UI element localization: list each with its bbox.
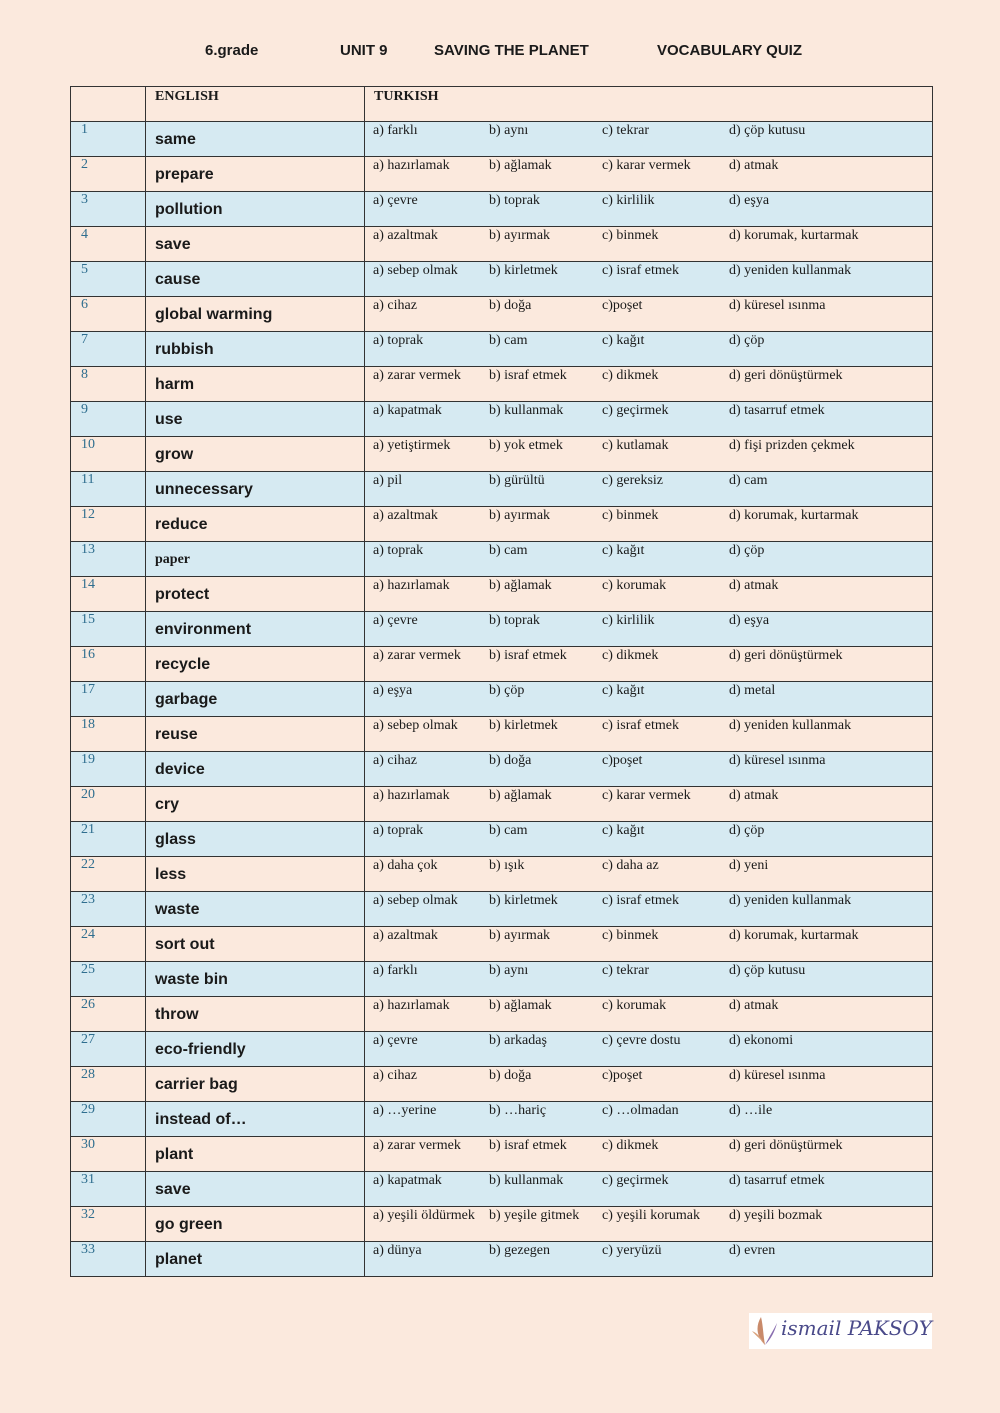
option-b: b) doğa (489, 298, 532, 313)
option-b: b) doğa (489, 1068, 532, 1083)
option-d: d) korumak, kurtarmak (729, 928, 859, 943)
option-b: b) aynı (489, 123, 529, 138)
option-c: c) tekrar (602, 963, 650, 978)
option-a: a) eşya (373, 683, 413, 698)
option-c: c) yeryüzü (602, 1243, 662, 1258)
option-a: a) sebep olmak (373, 893, 458, 908)
english-word: device (146, 752, 365, 787)
option-b: b) kirletmek (489, 718, 558, 733)
option-b: b) toprak (489, 613, 540, 628)
option-c: c) binmek (602, 228, 659, 243)
option-c: c) karar vermek (602, 158, 691, 173)
option-b: b) kullanmak (489, 1173, 564, 1188)
option-a: a) toprak (373, 823, 424, 838)
row-number: 30 (71, 1137, 146, 1172)
logo-text: ismail PAKSOY (781, 1316, 933, 1340)
option-d: d) fişi prizden çekmek (729, 438, 855, 453)
table-row (71, 507, 933, 542)
row-number: 11 (71, 472, 146, 507)
english-word: same (146, 122, 365, 157)
option-d: d) atmak (729, 578, 779, 593)
option-c: c) binmek (602, 508, 659, 523)
table-row (71, 892, 933, 927)
option-a: a) hazırlamak (373, 158, 450, 173)
english-word: throw (146, 997, 365, 1032)
option-a: a) zarar vermek (373, 648, 461, 663)
table-header-row (71, 87, 933, 122)
english-word: reuse (146, 717, 365, 752)
option-c: c) korumak (602, 578, 667, 593)
turkish-options (365, 1102, 933, 1137)
option-b: b) yok etmek (489, 438, 563, 453)
option-c: c) binmek (602, 928, 659, 943)
option-a: a) pil (373, 473, 403, 488)
table-row (71, 927, 933, 962)
option-c: c) kağıt (602, 333, 645, 348)
row-number: 3 (71, 192, 146, 227)
turkish-options (365, 402, 933, 437)
option-c: c)poşet (602, 753, 643, 768)
option-a: a) farklı (373, 123, 418, 138)
topic-label: SAVING THE PLANET (434, 42, 589, 59)
option-d: d) yeşili bozmak (729, 1208, 823, 1223)
english-word: cause (146, 262, 365, 297)
turkish-options (365, 787, 933, 822)
option-d: d) eşya (729, 613, 770, 628)
english-word: glass (146, 822, 365, 857)
turkish-options (365, 1137, 933, 1172)
table-row (71, 157, 933, 192)
table-row (71, 332, 933, 367)
row-number: 5 (71, 262, 146, 297)
english-word: harm (146, 367, 365, 402)
turkish-options (365, 927, 933, 962)
table-row (71, 1207, 933, 1242)
turkish-options (365, 997, 933, 1032)
option-b: b) aynı (489, 963, 529, 978)
option-d: d) çöp (729, 823, 765, 838)
english-word: go green (146, 1207, 365, 1242)
turkish-options (365, 752, 933, 787)
english-word: waste bin (146, 962, 365, 997)
table-row (71, 122, 933, 157)
option-a: a) zarar vermek (373, 1138, 461, 1153)
option-a: a) azaltmak (373, 928, 438, 943)
english-word: plant (146, 1137, 365, 1172)
vocabulary-table (70, 86, 933, 1277)
option-b: b) israf etmek (489, 648, 567, 663)
option-d: d) eşya (729, 193, 770, 208)
option-c: c) karar vermek (602, 788, 691, 803)
option-b: b) doğa (489, 753, 532, 768)
table-row (71, 542, 933, 577)
english-word: environment (146, 612, 365, 647)
option-c: c) kağıt (602, 683, 645, 698)
english-word: less (146, 857, 365, 892)
option-b: b) yeşile gitmek (489, 1208, 580, 1223)
turkish-options (365, 297, 933, 332)
option-b: b) cam (489, 543, 528, 558)
table-row (71, 787, 933, 822)
option-d: d) küresel ısınma (729, 753, 826, 768)
row-number: 17 (71, 682, 146, 717)
grade-label: 6.grade (205, 42, 259, 59)
option-a: a) toprak (373, 543, 424, 558)
option-c: c) geçirmek (602, 403, 669, 418)
row-number: 13 (71, 542, 146, 577)
option-b: b) ışık (489, 858, 525, 873)
table-row (71, 437, 933, 472)
row-number: 27 (71, 1032, 146, 1067)
table-row (71, 962, 933, 997)
table-row (71, 367, 933, 402)
row-number: 15 (71, 612, 146, 647)
option-b: b) çöp (489, 683, 525, 698)
option-b: b) cam (489, 823, 528, 838)
option-a: a) çevre (373, 613, 418, 628)
option-a: a) çevre (373, 1033, 418, 1048)
option-b: b) cam (489, 333, 528, 348)
option-a: a) cihaz (373, 753, 417, 768)
table-row (71, 822, 933, 857)
turkish-options (365, 682, 933, 717)
turkish-options (365, 332, 933, 367)
table-row (71, 1032, 933, 1067)
option-a: a) cihaz (373, 1068, 417, 1083)
row-number: 18 (71, 717, 146, 752)
option-c: c) kirlilik (602, 613, 655, 628)
option-a: a) hazırlamak (373, 788, 450, 803)
table-row (71, 717, 933, 752)
option-d: d) küresel ısınma (729, 298, 826, 313)
option-c: c) …olmadan (602, 1103, 679, 1118)
table-row (71, 647, 933, 682)
option-c: c) israf etmek (602, 893, 679, 908)
option-b: b) ayırmak (489, 228, 551, 243)
row-number: 8 (71, 367, 146, 402)
turkish-options (365, 962, 933, 997)
option-a: a) çevre (373, 193, 418, 208)
option-c: c) israf etmek (602, 263, 679, 278)
option-b: b) kirletmek (489, 263, 558, 278)
english-word: planet (146, 1242, 365, 1277)
option-a: a) farklı (373, 963, 418, 978)
option-c: c) korumak (602, 998, 667, 1013)
english-word: eco-friendly (146, 1032, 365, 1067)
english-word: use (146, 402, 365, 437)
row-number: 25 (71, 962, 146, 997)
turkish-options (365, 437, 933, 472)
english-word: paper (146, 542, 365, 577)
turkish-options (365, 367, 933, 402)
row-number: 20 (71, 787, 146, 822)
turkish-options (365, 1032, 933, 1067)
option-c: c) israf etmek (602, 718, 679, 733)
option-c: c) dikmek (602, 648, 659, 663)
option-c: c) kağıt (602, 823, 645, 838)
turkish-options (365, 1067, 933, 1102)
row-number: 26 (71, 997, 146, 1032)
row-number: 21 (71, 822, 146, 857)
option-d: d) korumak, kurtarmak (729, 228, 859, 243)
option-d: d) atmak (729, 158, 779, 173)
option-c: c) tekrar (602, 123, 650, 138)
row-number: 16 (71, 647, 146, 682)
english-word: carrier bag (146, 1067, 365, 1102)
option-d: d) cam (729, 473, 768, 488)
option-d: d) geri dönüştürmek (729, 1138, 843, 1153)
option-c: c) kutlamak (602, 438, 669, 453)
option-d: d) yeni (729, 858, 769, 873)
option-d: d) ekonomi (729, 1033, 794, 1048)
number-column-header (71, 87, 146, 122)
row-number: 12 (71, 507, 146, 542)
english-word: protect (146, 577, 365, 612)
option-b: b) arkadaş (489, 1033, 547, 1048)
option-b: b) ayırmak (489, 928, 551, 943)
row-number: 10 (71, 437, 146, 472)
option-a: a) toprak (373, 333, 424, 348)
option-c: c) çevre dostu (602, 1033, 681, 1048)
table-row (71, 297, 933, 332)
turkish-options (365, 612, 933, 647)
row-number: 32 (71, 1207, 146, 1242)
option-b: b) ağlamak (489, 788, 552, 803)
english-word: cry (146, 787, 365, 822)
row-number: 33 (71, 1242, 146, 1277)
option-d: d) tasarruf etmek (729, 1173, 825, 1188)
table-row (71, 1172, 933, 1207)
option-c: c) gereksiz (602, 473, 664, 488)
turkish-options (365, 892, 933, 927)
option-a: a) cihaz (373, 298, 417, 313)
row-number: 1 (71, 122, 146, 157)
turkish-options (365, 1242, 933, 1277)
table-row (71, 1102, 933, 1137)
turkish-options (365, 717, 933, 752)
option-d: d) yeniden kullanmak (729, 893, 852, 908)
option-c: c) geçirmek (602, 1173, 669, 1188)
english-word: instead of… (146, 1102, 365, 1137)
leaf-icon (751, 1315, 779, 1347)
row-number: 23 (71, 892, 146, 927)
option-a: a) sebep olmak (373, 263, 458, 278)
option-c: c)poşet (602, 298, 643, 313)
english-word: pollution (146, 192, 365, 227)
turkish-options (365, 507, 933, 542)
option-d: d) yeniden kullanmak (729, 263, 852, 278)
option-c: c) dikmek (602, 368, 659, 383)
option-c: c) dikmek (602, 1138, 659, 1153)
turkish-options (365, 122, 933, 157)
english-word: garbage (146, 682, 365, 717)
turkish-options (365, 1172, 933, 1207)
option-a: a) hazırlamak (373, 578, 450, 593)
option-b: b) toprak (489, 193, 540, 208)
turkish-column-header: TURKISH (365, 87, 933, 122)
option-d: d) geri dönüştürmek (729, 368, 843, 383)
page-header (0, 42, 1000, 64)
option-d: d) metal (729, 683, 776, 698)
turkish-options (365, 542, 933, 577)
option-a: a) sebep olmak (373, 718, 458, 733)
option-d: d) çöp kutusu (729, 963, 806, 978)
option-b: b) ağlamak (489, 998, 552, 1013)
row-number: 14 (71, 577, 146, 612)
option-a: a) azaltmak (373, 508, 438, 523)
option-d: d) çöp (729, 543, 765, 558)
unit-label: UNIT 9 (340, 42, 388, 59)
english-word: global warming (146, 297, 365, 332)
row-number: 4 (71, 227, 146, 262)
option-d: d) korumak, kurtarmak (729, 508, 859, 523)
table-row (71, 997, 933, 1032)
option-b: b) ağlamak (489, 158, 552, 173)
row-number: 19 (71, 752, 146, 787)
option-d: d) küresel ısınma (729, 1068, 826, 1083)
english-word: save (146, 1172, 365, 1207)
option-c: c) yeşili korumak (602, 1208, 700, 1223)
table-row (71, 857, 933, 892)
row-number: 7 (71, 332, 146, 367)
option-a: a) kapatmak (373, 1173, 442, 1188)
option-d: d) çöp kutusu (729, 123, 806, 138)
option-c: c) kağıt (602, 543, 645, 558)
option-d: d) çöp (729, 333, 765, 348)
turkish-options (365, 472, 933, 507)
row-number: 28 (71, 1067, 146, 1102)
option-a: a) dünya (373, 1243, 422, 1258)
option-b: b) israf etmek (489, 1138, 567, 1153)
option-b: b) ayırmak (489, 508, 551, 523)
option-a: a) hazırlamak (373, 998, 450, 1013)
table-row (71, 612, 933, 647)
table-row (71, 262, 933, 297)
row-number: 24 (71, 927, 146, 962)
table-row (71, 402, 933, 437)
row-number: 29 (71, 1102, 146, 1137)
turkish-options (365, 192, 933, 227)
author-logo (749, 1313, 932, 1349)
option-a: a) …yerine (373, 1103, 437, 1118)
english-word: prepare (146, 157, 365, 192)
table-row (71, 227, 933, 262)
table-row (71, 1137, 933, 1172)
turkish-options (365, 157, 933, 192)
option-c: c) kirlilik (602, 193, 655, 208)
row-number: 22 (71, 857, 146, 892)
option-d: d) yeniden kullanmak (729, 718, 852, 733)
option-d: d) tasarruf etmek (729, 403, 825, 418)
turkish-options (365, 822, 933, 857)
quiz-title: VOCABULARY QUIZ (657, 42, 803, 59)
option-b: b) israf etmek (489, 368, 567, 383)
table-row (71, 1242, 933, 1277)
english-word: rubbish (146, 332, 365, 367)
english-column-header: ENGLISH (146, 87, 365, 122)
option-a: a) azaltmak (373, 228, 438, 243)
table-row (71, 1067, 933, 1102)
english-word: save (146, 227, 365, 262)
english-word: waste (146, 892, 365, 927)
row-number: 9 (71, 402, 146, 437)
option-d: d) evren (729, 1243, 776, 1258)
option-b: b) …hariç (489, 1103, 547, 1118)
turkish-options (365, 1207, 933, 1242)
option-b: b) kirletmek (489, 893, 558, 908)
option-d: d) atmak (729, 788, 779, 803)
option-a: a) yetiştirmek (373, 438, 451, 453)
english-word: recycle (146, 647, 365, 682)
table-row (71, 682, 933, 717)
turkish-options (365, 227, 933, 262)
option-a: a) daha çok (373, 858, 438, 873)
table-row (71, 472, 933, 507)
option-b: b) gürültü (489, 473, 545, 488)
turkish-options (365, 577, 933, 612)
option-a: a) yeşili öldürmek (373, 1208, 475, 1223)
option-d: d) geri dönüştürmek (729, 648, 843, 663)
row-number: 31 (71, 1172, 146, 1207)
option-d: d) atmak (729, 998, 779, 1013)
option-c: c)poşet (602, 1068, 643, 1083)
turkish-options (365, 857, 933, 892)
row-number: 6 (71, 297, 146, 332)
option-b: b) kullanmak (489, 403, 564, 418)
english-word: sort out (146, 927, 365, 962)
english-word: unnecessary (146, 472, 365, 507)
option-c: c) daha az (602, 858, 659, 873)
row-number: 2 (71, 157, 146, 192)
table-row (71, 577, 933, 612)
option-a: a) kapatmak (373, 403, 442, 418)
english-word: reduce (146, 507, 365, 542)
turkish-options (365, 262, 933, 297)
turkish-options (365, 647, 933, 682)
option-a: a) zarar vermek (373, 368, 461, 383)
option-b: b) gezegen (489, 1243, 551, 1258)
english-word: grow (146, 437, 365, 472)
option-d: d) …ile (729, 1103, 773, 1118)
table-row (71, 192, 933, 227)
option-b: b) ağlamak (489, 578, 552, 593)
table-row (71, 752, 933, 787)
